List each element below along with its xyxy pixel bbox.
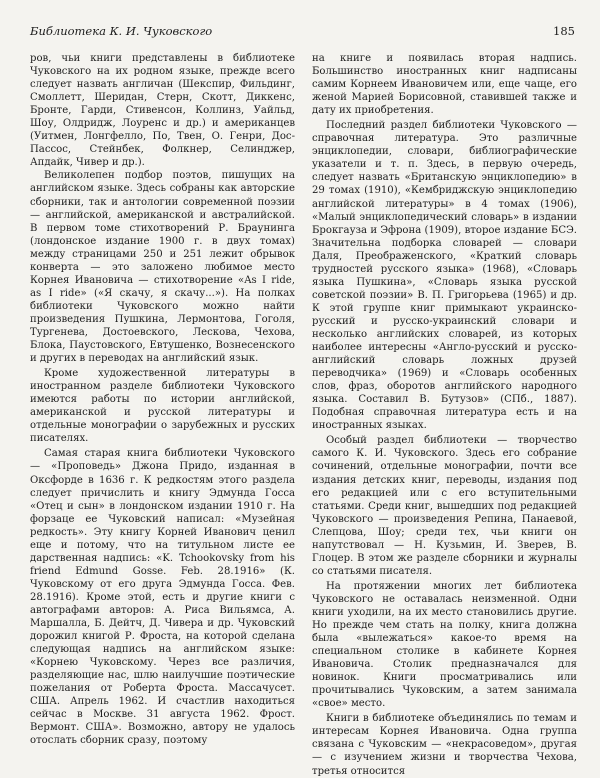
paragraph: Кроме художественной литературы в иностранном разделе библиотеки Чуковского имеются работы по истории английской, американской и русской литературы и отдельные монографии о зарубежных и русских писателях. xyxy=(30,368,295,445)
paragraph: Великолепен подбор поэтов, пишущих на английском языке. Здесь собраны как авторские сборники, так и антологии современной поэзии — английской, американской и австралийской. В первом томе стихотворений Р. Браунинга (лондонское издание 1900 г. в двух томах) между страницами 250 и 251 лежит обрывок конверта — это заложено любимое место Корнея Ивановича — стихотворение «As I ride, as I ride» («Я скачу, я скачу...»). На полках библиотеки Чуковского можно найти произведения Пушкина, Лермонтова, Гоголя, Тургенева, Достоевского, Лескова, Чехова, Блока, Паустовского, Евтушенко, Вознесенского и других в переводах на английский язык. xyxy=(30,170,295,365)
paragraph: Последний раздел библиотеки Чуковского — справочная литература. Это различные энциклопедии, словари, библиографические указатели и т. п. Здесь, в первую очередь, следует назвать «Британскую энциклопедию» в 29 томах (1910), «Кембриджскую энциклопедию английской литературы» в 4 томах (1906), «Малый энциклопедический словарь» в издании Брокгауза и Эфрона (1909), второе издание БСЭ. Значительна подборка словарей — словари Даля, Преображенского, «Краткий словарь трудностей русского языка» (1968), «Словарь языка Пушкина», «Словарь языка русской советской поэзии» В. П. Григорьева (1965) и др. К этой группе книг примыкают украинско-русский и русско-украинский словари и несколько английских словарей, из которых наиболее интересны «Англо-русский и русско-английский словарь ложных друзей переводчика» (1969) и «Словарь особенных слов, фраз, оборотов английского народного языка. Составил В. Бутузов» (СПб., 1887). Подобная справочная литература есть и на иностранных языках. xyxy=(312,120,577,432)
page-number: 185 xyxy=(553,24,575,38)
paragraph: Самая старая книга библиотеки Чуковского — «Проповедь» Джона Придо, изданная в Оксфорде в 1636 г. К редкостям этого раздела следует причислить и книгу Эдмунда Госса «Отец и сын» в лондонском издании 1910 г. На форзаце ее Чуковский написал: «Музейная редкость». Эту книгу Корней Иванович ценил еще и потому, что на титульном листе ее дарственная надпись: «K. Tchookovsky from his friend Edmund Gosse. Feb. 28.1916» (К. Чуковскому от его друга Эдмунда Госса. Фев. 28.1916). Кроме этой, есть и другие книги с автографами авторов: А. Риса Вильямса, А. Маршалла, Б. Дейтч, Д. Чивера и др. Чуковский дорожил книгой Р. Фроста, на которой сделана следующая надпись на английском языке: «Корнею Чуковскому. Через все различия, разделяющие нас, шлю наилучшие поэтические пожелания от Роберта Фроста. Массачусет. США. Апрель 1962. И счастлив находиться сейчас в Москве. 31 августа 1962. Фрост. Вермонт. США». Возможно, автору не удалось отослать сборник сразу, поэтому xyxy=(30,448,295,747)
paragraph: ров, чьи книги представлены в библиотеке Чуковского на их родном языке, прежде всего следует назвать англичан (Шекспир, Фильдинг, Смоллетт, Шеридан, Стерн, Скотт, Диккенс, Бронте, Гарди, Стивенсон, Коллинз, Уайльд, Шоу, Олдридж, Лоуренс и др.) и американцев (Уитмен, Лонгфелло, По, Твен, О. Генри, Дос-Пассос, Стейнбек, Фолкнер, Селинджер, Апдайк, Чивер и др.). xyxy=(30,53,295,169)
paragraph: Книги в библиотеке объединялись по темам и интересам Корнея Ивановича. Одна группа связана с Чуковским — «некрасоведом», другая — с изучением жизни и творчества Чехова, третья относится xyxy=(312,713,577,777)
paragraph: На протяжении многих лет библиотека Чуковского не оставалась неизменной. Одни книги уходили, на их место становились другие. Но прежде чем стать на полку, книга должна была «вылежаться» какое-то время на специальном столике в кабинете Корнея Ивановича. Столик предназначался для новинок. Книги просматривались или прочитывались Чуковским, а затем занимала «свое» место. xyxy=(312,580,577,710)
left-column xyxy=(30,52,295,747)
right-column xyxy=(312,52,577,778)
page-header xyxy=(30,24,575,44)
paragraph: Особый раздел библиотеки — творчество самого К. И. Чуковского. Здесь его собрание сочинений, отдельные монографии, почти все издания детских книг, переводы, издания под его редакцией или с его вступительными статьями. Среди книг, вышедших под редакцией Чуковского — произведения Репина, Панаевой, Слепцова, Шоу; среди тех, чьи книги он напутствовал — Н. Кузьмин, И. Зверев, В. Глоцер. В этом же разделе сборники и журналы со статьями писателя. xyxy=(312,435,577,577)
running-title: Библиотека К. И. Чуковского xyxy=(30,24,213,38)
paragraph: на книге и появилась вторая надпись. Большинство иностранных книг надписаны самим Корнеем Ивановичем или, еще чаще, его женой Марией Борисовной, ставившей также и дату их приобретения. xyxy=(312,53,577,117)
